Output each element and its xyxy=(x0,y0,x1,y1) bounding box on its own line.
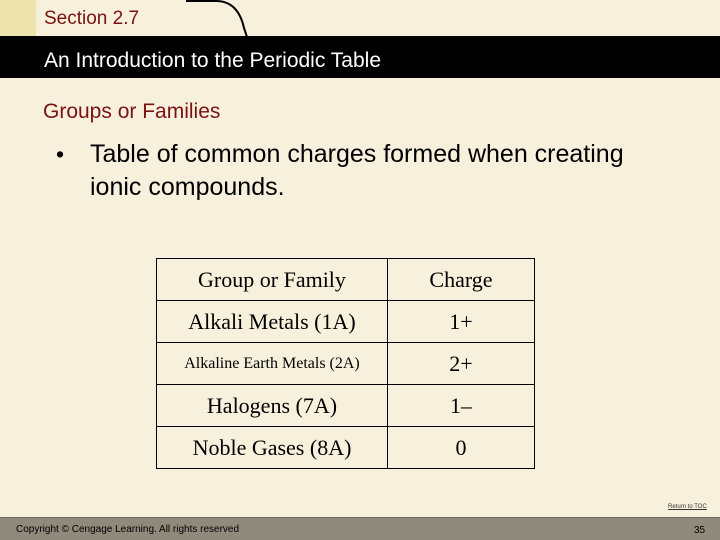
charge-cell: 1+ xyxy=(388,301,535,343)
group-cell: Noble Gases (8A) xyxy=(157,427,388,469)
section-label: Section 2.7 xyxy=(44,8,140,29)
charge-cell: 2+ xyxy=(388,343,535,385)
table-row xyxy=(157,385,535,427)
group-cell: Alkaline Earth Metals (2A) xyxy=(157,343,388,385)
table-row xyxy=(157,343,535,385)
table-row xyxy=(157,301,535,343)
charges-table xyxy=(156,258,535,469)
bullet-marker: • xyxy=(56,141,65,167)
header-charge: Charge xyxy=(388,259,535,301)
header-group: Group or Family xyxy=(157,259,388,301)
corner-decoration xyxy=(0,0,36,36)
page-number: 35 xyxy=(694,525,706,536)
footer-divider xyxy=(0,517,720,518)
table-header-row xyxy=(157,259,535,301)
bullet-text: Table of common charges formed when creating ionic compounds. xyxy=(90,140,624,201)
return-to-toc-link[interactable]: Return to TOC xyxy=(668,504,707,510)
tab-curve-decoration xyxy=(186,0,256,40)
slide-title: An Introduction to the Periodic Table xyxy=(44,49,381,72)
charge-cell: 0 xyxy=(388,427,535,469)
copyright-text: Copyright © Cengage Learning. All rights reserved xyxy=(16,524,240,535)
subheading: Groups or Families xyxy=(43,100,221,123)
table-row xyxy=(157,427,535,469)
group-cell: Alkali Metals (1A) xyxy=(157,301,388,343)
charge-cell: 1– xyxy=(388,385,535,427)
group-cell: Halogens (7A) xyxy=(157,385,388,427)
